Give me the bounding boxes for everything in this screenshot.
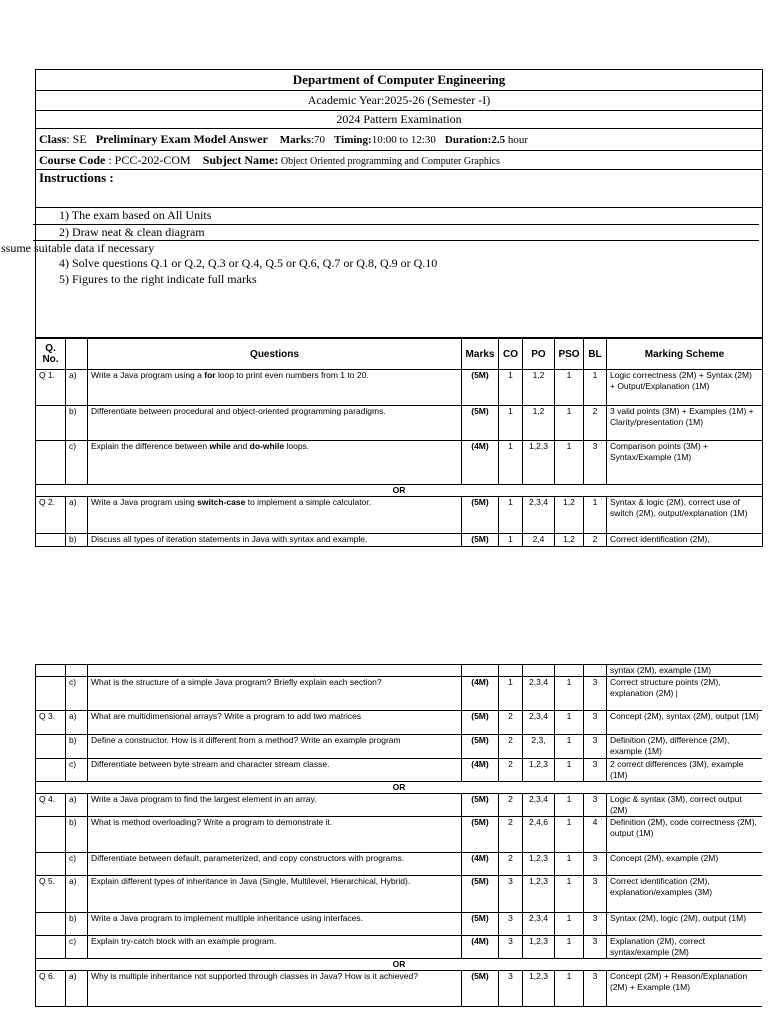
table-row xyxy=(36,735,763,759)
q-co: 1 xyxy=(499,534,523,547)
q-po: 1,2,3 xyxy=(523,853,555,876)
q-pso: 1 xyxy=(555,711,584,735)
q-scheme: Definition (2M), difference (2M), example (1M) xyxy=(607,735,763,759)
q-po: 1,2,3 xyxy=(523,876,555,913)
q-co: 1 xyxy=(499,370,523,406)
course-code-label: Course Code xyxy=(39,152,106,167)
q-marks: (5M) xyxy=(462,406,499,441)
q-text: Write a Java program to find the largest element in an array. xyxy=(88,794,462,817)
duration-unit: hour xyxy=(505,134,529,146)
q-text xyxy=(88,497,462,534)
q-bl: 2 xyxy=(584,534,607,547)
q-sub: c) xyxy=(66,853,88,876)
q-marks: (4M) xyxy=(462,936,499,959)
q-scheme: Syntax & logic (2M), correct use of switch (2M), output/explanation (1M) xyxy=(607,497,763,534)
q-number xyxy=(36,853,66,876)
q-pso: 1 xyxy=(555,735,584,759)
q-co: 1 xyxy=(499,406,523,441)
q-bl: 3 xyxy=(584,677,607,711)
col-bl: BL xyxy=(584,339,607,370)
q-pso: 1 xyxy=(555,759,584,782)
q-text-part: loop to print even numbers from 1 to 20. xyxy=(215,370,369,380)
q-number: Q 2. xyxy=(36,497,66,534)
or-label: OR xyxy=(36,959,763,971)
instruction-4: 4) Solve questions Q.1 or Q.2, Q.3 or Q.4, Q.5 or Q.6, Q.7 or Q.8, Q.9 or Q.10 xyxy=(59,256,438,270)
table-row xyxy=(36,794,763,817)
q-pso: 1 xyxy=(555,817,584,853)
table-row xyxy=(36,497,763,534)
q-sub: a) xyxy=(66,497,88,534)
q-text: Differentiate between byte stream and character stream classe. xyxy=(88,759,462,782)
academic-year: Academic Year:2025-26 (Semester -I) xyxy=(36,91,763,111)
q-bl: 1 xyxy=(584,497,607,534)
q-sub: b) xyxy=(66,534,88,547)
q-number xyxy=(36,817,66,853)
instructions-list xyxy=(1,208,759,287)
q-bl: 3 xyxy=(584,971,607,1007)
q-text-part: to implement a simple calculator. xyxy=(245,497,372,507)
q-pso: 1,2 xyxy=(555,534,584,547)
q-scheme: syntax (2M), example (1M) xyxy=(607,665,763,677)
col-questions: Questions xyxy=(88,339,462,370)
q-bl: 3 xyxy=(584,876,607,913)
or-row xyxy=(36,959,763,971)
table-row xyxy=(36,759,763,782)
header-table xyxy=(1,69,763,338)
course-info-row xyxy=(36,151,763,170)
q-text: Differentiate between default, parameterized, and copy constructors with programs. xyxy=(88,853,462,876)
questions-table-1 xyxy=(35,338,763,547)
q-pso: 1 xyxy=(555,794,584,817)
q-text: Explain try-catch block with an example program. xyxy=(88,936,462,959)
duration-value: 2.5 xyxy=(491,134,506,146)
col-pso: PSO xyxy=(555,339,584,370)
table-row xyxy=(36,971,763,1007)
q-po: 1,2,3 xyxy=(523,759,555,782)
q-number: Q 5. xyxy=(36,876,66,913)
q-number xyxy=(36,735,66,759)
q-pso: 1 xyxy=(555,913,584,936)
q-bl: 3 xyxy=(584,711,607,735)
table-row xyxy=(36,711,763,735)
q-number xyxy=(36,936,66,959)
q-scheme: Correct identification (2M), explanation/examples (3M) xyxy=(607,876,763,913)
q-po: 2,3,4 xyxy=(523,711,555,735)
q-bl: 3 xyxy=(584,913,607,936)
q-scheme: Logic & syntax (3M), correct output (2M) xyxy=(607,794,763,817)
q-po: 2,3, xyxy=(523,735,555,759)
q-po: 2,3,4 xyxy=(523,913,555,936)
instruction-3: ssume suitable data if necessary xyxy=(1,241,155,255)
q-number xyxy=(36,759,66,782)
table-row xyxy=(36,441,763,485)
q-bl: 1 xyxy=(584,370,607,406)
q-co: 1 xyxy=(499,497,523,534)
class-label: Class xyxy=(39,132,67,146)
q-scheme: Logic correctness (2M) + Syntax (2M) + Output/Explanation (1M) xyxy=(607,370,763,406)
table-row xyxy=(36,677,763,711)
table-row xyxy=(36,817,763,853)
exam-title: Preliminary Exam Model Answer xyxy=(95,132,268,146)
q-po: 1,2 xyxy=(523,406,555,441)
class-value: : SE xyxy=(66,132,87,146)
q-pso: 1 xyxy=(555,406,584,441)
questions-table-2 xyxy=(35,664,762,1007)
instruction-2: 2) Draw neat & clean diagram xyxy=(33,225,759,242)
q-po: 1,2,3 xyxy=(523,441,555,485)
q-sub: a) xyxy=(66,971,88,1007)
q-co: 2 xyxy=(499,794,523,817)
q-bl: 3 xyxy=(584,853,607,876)
q-marks: (4M) xyxy=(462,759,499,782)
col-scheme: Marking Scheme xyxy=(607,339,763,370)
marks-value: :70 xyxy=(310,134,326,146)
instruction-3-wrap xyxy=(1,241,759,256)
q-sub: b) xyxy=(66,817,88,853)
q-marks: (5M) xyxy=(462,913,499,936)
q-text xyxy=(88,370,462,406)
q-text-bold: for xyxy=(204,370,216,380)
q-co: 3 xyxy=(499,936,523,959)
q-scheme: Explanation (2M), correct syntax/example (2M) xyxy=(607,936,763,959)
q-text: Explain different types of inheritance in Java (Single, Multilevel, Hierarchical, Hybrid). xyxy=(88,876,462,913)
q-bl: 3 xyxy=(584,735,607,759)
q-bl: 3 xyxy=(584,441,607,485)
q-pso: 1 xyxy=(555,677,584,711)
q-bl: 3 xyxy=(584,936,607,959)
q-scheme: Concept (2M), example (2M) xyxy=(607,853,763,876)
q-scheme: Correct structure points (2M), explanation (2M) | xyxy=(607,677,763,711)
q-marks: (5M) xyxy=(462,971,499,1007)
q-po: 2,3,4 xyxy=(523,497,555,534)
q-sub: a) xyxy=(66,370,88,406)
q-po: 1,2,3 xyxy=(523,936,555,959)
col-po: PO xyxy=(523,339,555,370)
q-bl: 2 xyxy=(584,406,607,441)
table-row xyxy=(36,936,763,959)
q-text: Discuss all types of iteration statements in Java with syntax and example. xyxy=(88,534,462,547)
q-text-part: loops. xyxy=(284,441,310,451)
q-text-bold: do-while xyxy=(249,441,285,451)
q-text: What is method overloading? Write a program to demonstrate it. xyxy=(88,817,462,853)
subject-value: Object Oriented programming and Computer Graphics xyxy=(278,155,500,167)
or-label: OR xyxy=(36,485,763,497)
q-scheme: Concept (2M), syntax (2M), output (1M) xyxy=(607,711,763,735)
q-number xyxy=(36,913,66,936)
q-po: 2,3,4 xyxy=(523,794,555,817)
q-number: Q 4. xyxy=(36,794,66,817)
q-pso: 1 xyxy=(555,971,584,1007)
or-row xyxy=(36,485,763,497)
q-bl: 3 xyxy=(584,759,607,782)
timing-value: 10:00 to 12:30 xyxy=(371,134,436,146)
q-text-part: Explain the difference between xyxy=(91,441,210,451)
instructions-cell xyxy=(1,208,763,338)
table-row xyxy=(36,913,763,936)
q-sub: b) xyxy=(66,735,88,759)
q-marks: (5M) xyxy=(462,370,499,406)
q-co: 1 xyxy=(499,677,523,711)
q-sub: c) xyxy=(66,441,88,485)
q-number: Q 1. xyxy=(36,370,66,406)
col-qno: Q. No. xyxy=(36,339,66,370)
q-text: Define a constructor. How is it different from a method? Write an example program xyxy=(88,735,462,759)
q-marks: (5M) xyxy=(462,534,499,547)
q-sub: a) xyxy=(66,876,88,913)
q-pso: 1 xyxy=(555,441,584,485)
q-co: 3 xyxy=(499,971,523,1007)
q-sub: c) xyxy=(66,936,88,959)
table-header-row xyxy=(36,339,763,370)
table-row xyxy=(36,370,763,406)
marks-label: Marks xyxy=(279,134,311,146)
q-text: Differentiate between procedural and object-oriented programming paradigms. xyxy=(88,406,462,441)
q-marks: (5M) xyxy=(462,711,499,735)
q-number xyxy=(36,534,66,547)
instruction-5: 5) Figures to the right indicate full marks xyxy=(59,271,257,286)
q-marks: (5M) xyxy=(462,817,499,853)
timing-label: Timing: xyxy=(334,134,372,146)
q-pso: 1,2 xyxy=(555,497,584,534)
instructions-label: Instructions : xyxy=(36,170,763,208)
q-marks: (5M) xyxy=(462,794,499,817)
q-po: 1,2 xyxy=(523,370,555,406)
q-number: Q 6. xyxy=(36,971,66,1007)
q-co: 3 xyxy=(499,913,523,936)
q-scheme: 2 correct differences (3M), example (1M) xyxy=(607,759,763,782)
q-sub: a) xyxy=(66,794,88,817)
q-scheme: Correct identification (2M), xyxy=(607,534,763,547)
q-text-bold: switch-case xyxy=(197,497,246,507)
q-text xyxy=(88,441,462,485)
q-co: 2 xyxy=(499,735,523,759)
q-marks: (5M) xyxy=(462,735,499,759)
or-row xyxy=(36,782,763,794)
table-row xyxy=(36,853,763,876)
q-text-bold: while xyxy=(209,441,231,451)
q-text-part: and xyxy=(230,441,250,451)
table-row xyxy=(36,876,763,913)
q-text: Why is multiple inheritance not supported through classes in Java? How is it achieved? xyxy=(88,971,462,1007)
q-co: 2 xyxy=(499,817,523,853)
or-label: OR xyxy=(36,782,763,794)
q-scheme: 3 valid points (3M) + Examples (1M) + Clarity/presentation (1M) xyxy=(607,406,763,441)
q-sub: b) xyxy=(66,913,88,936)
q-pso: 1 xyxy=(555,370,584,406)
q-po: 2,4 xyxy=(523,534,555,547)
q-marks: (4M) xyxy=(462,677,499,711)
q-bl: 4 xyxy=(584,817,607,853)
duration-label: Duration: xyxy=(444,134,492,146)
q-sub: b) xyxy=(66,406,88,441)
q-number xyxy=(36,406,66,441)
q-bl: 3 xyxy=(584,794,607,817)
q-pso: 1 xyxy=(555,853,584,876)
q-po: 1,2,3 xyxy=(523,971,555,1007)
q-po: 2,3,4 xyxy=(523,677,555,711)
q-number xyxy=(36,441,66,485)
q-text-part: Write a Java program using xyxy=(91,497,198,507)
q-marks: (4M) xyxy=(462,853,499,876)
q-co: 1 xyxy=(499,441,523,485)
col-co: CO xyxy=(499,339,523,370)
q-number: Q 3. xyxy=(36,711,66,735)
pattern-label: 2024 Pattern Examination xyxy=(36,111,763,129)
table-row xyxy=(36,534,763,547)
q-pso: 1 xyxy=(555,936,584,959)
q-text-part: Write a Java program using a xyxy=(91,370,205,380)
table-row xyxy=(36,665,763,677)
q-sub: c) xyxy=(66,677,88,711)
subject-label: Subject Name: xyxy=(202,152,279,167)
table-row xyxy=(36,406,763,441)
q-scheme: Definition (2M), code correctness (2M), output (1M) xyxy=(607,817,763,853)
q-marks: (4M) xyxy=(462,441,499,485)
q-marks: (5M) xyxy=(462,497,499,534)
q-text: What is the structure of a simple Java program? Briefly explain each section? xyxy=(88,677,462,711)
department-title: Department of Computer Engineering xyxy=(36,70,763,91)
q-text: Write a Java program to implement multiple inheritance using interfaces. xyxy=(88,913,462,936)
table-body xyxy=(36,677,763,1007)
q-marks: (5M) xyxy=(462,876,499,913)
col-marks: Marks xyxy=(462,339,499,370)
q-po: 2,4,6 xyxy=(523,817,555,853)
q-scheme: Comparison points (3M) + Syntax/Example (1M) xyxy=(607,441,763,485)
q-co: 2 xyxy=(499,853,523,876)
q-co: 2 xyxy=(499,711,523,735)
q-number xyxy=(36,677,66,711)
class-info-row xyxy=(36,129,763,151)
q-co: 2 xyxy=(499,759,523,782)
q-scheme: Concept (2M) + Reason/Explanation (2M) + Example (1M) xyxy=(607,971,763,1007)
course-code-value: : PCC-202-COM xyxy=(105,152,191,167)
page-1 xyxy=(1,69,762,547)
q-text: What are multidimensional arrays? Write a program to add two matrices xyxy=(88,711,462,735)
q-co: 3 xyxy=(499,876,523,913)
q-sub: a) xyxy=(66,711,88,735)
q-scheme: Syntax (2M), logic (2M), output (1M) xyxy=(607,913,763,936)
page-2 xyxy=(35,664,762,1024)
q-pso: 1 xyxy=(555,876,584,913)
q-sub: c) xyxy=(66,759,88,782)
instruction-1: 1) The exam based on All Units xyxy=(33,208,759,225)
